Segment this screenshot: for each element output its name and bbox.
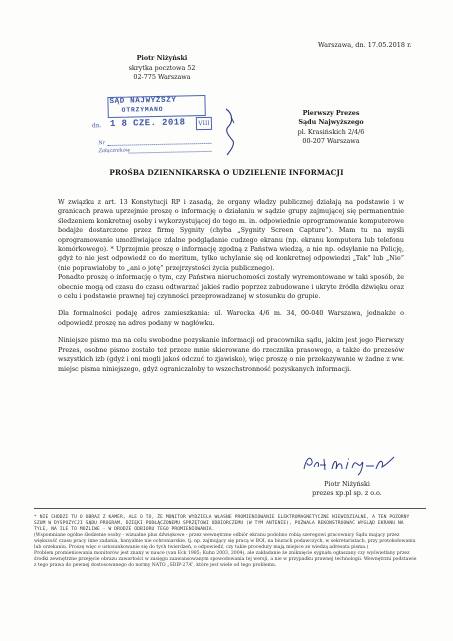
stamp-received-label: OTRZYMANO	[121, 105, 164, 114]
stamp-date: 1 8 CZE. 2018	[109, 117, 186, 129]
received-stamp	[91, 94, 220, 160]
footnote-paragraph-2: (Wspomniane ogólne śledzenie osoby - wizualne plus dźwiękowe - przez wewnętrzne odbiór ekranu podobno robią szeregowi pracownicy Sądu mający przez większość czasu pracy inne zadania, hanyalnie nie ochroniarskie, tj. np. zajmujący się pracą w BOI, na biurach podawczych, w sekretariatach, przy protokołowaniu lub orzekaniu. Proszę więc o ustosunkowanie się do tych twierdzeń, o odpowiedź, czy takie procedury mają miejsce ze wiedzą adresata pisma.)	[34, 533, 416, 551]
body-paragraph-1: W związku z art. 13 Konstytucji RP i zasadą, że organy władzy publicznej działają na podstawie i w granicach prawa uprzejmie proszę o informację o działaniu w sądzie grupy zajmującej się permanentnie śledzeniem konkretnej osoby i wykorzystującej do tego m. in. odpowiednie oprogramowanie komputerowe bodajże dostarczone przez firmę Sygnity (chyba „Sygnity Screen Capture”). Mam tu na myśli oprogramowanie umożliwiające zdalne podglądanie cudzego ekranu (np. ekranu komputera lub telefonu komórkowego). * Uprzejmie proszę o informację zgodną z Państwa wiedzą, a nie np. odsyłanie na Policję, gdyż to nie jest odpowiedź co do meritum, tylko uchylanie się od konkretnej odpowiedzi „Tak” lub „Nie” (nie poprawiałoby to „ani o jotę” przejrzystości życia publicznego).	[58, 198, 404, 272]
body-paragraph-3: Dla formalności podaję adres zamieszkania: ul. Warecka 4/6 m. 34, 00-040 Warszawa, jednakże o odpowiedź proszę na adres podany w nagłówku.	[58, 309, 404, 327]
handwritten-signature	[298, 451, 398, 477]
stamp-department: VIII	[196, 117, 212, 130]
recipient-city: 00-207 Warszawa	[302, 137, 360, 146]
letter-body	[58, 198, 404, 382]
footnote-paragraph-1: * NIE CHODZI TU O OBRAZ Z KAMER, ALE O TO, ŻE MONITOR WYDZIELA WŁASNE PROMIENIOWANIE ELEKTROMAGNETYCZNE NIEWIDZIALNE, A TEN POZORNY SZUM W DYSPOZYCJI SĄDU PROGRAM, DZIĘKI PODŁĄCZONEMU SPRZĘTOWI ODBIORCZEMU (W TYM ANTENIE), POZWALA REKONSTRUOWAĆ WYGLĄD EKRANU NA TYLE, NA ILE TO MOŻLIWE - W DRODZE ODBIORU TEGO PROMIENIOWANIA.	[34, 515, 410, 533]
stamp-attachments-line	[129, 151, 212, 154]
sender-block	[102, 54, 222, 83]
recipient-street: pl. Krasińskich 2/4/6	[297, 127, 365, 136]
recipient-institution: Sądu Najwyższego	[298, 118, 364, 127]
footnote-block	[34, 515, 420, 569]
stamp-number-line	[107, 143, 211, 146]
body-paragraph-2: Ponadto proszę o informację o tym, czy Państwa nieruchomości zostały wyremontowane w taki sposób, że obecnie mogą od czasu do czasu odtwarzać jakieś radio poprzez zabudowane i ukryte źródła dźwięku oraz o celu i podstawie prawnej tej czynności przeprowadzanej w stosunku do grupie.	[58, 273, 404, 301]
recipient-block	[286, 109, 376, 147]
stamp-court-name: SĄD NAJWYŻSZY	[109, 96, 177, 106]
signer-name: Piotr Niżyński	[324, 480, 370, 488]
signer-title: prezes xp.pl sp. z o.o.	[312, 489, 382, 498]
signature-block	[297, 480, 397, 499]
document-date: Warszawa, dn. 17.05.2018 r.	[318, 41, 412, 49]
body-paragraph-4: Niniejsze pismo ma na celu swobodne pozyskanie informacji od pracownika sądu, jakim jest jego Pierwszy Prezes, osobne pismo zostało też przeze mnie skierowane do rzecznika prasowego, a także do prezesów wszystkich izb (gdyż i oni mogli jakoś odczuć to zjawisko), więc proszę o nie przekazywanie w żadne z ww. miejsc pisma niniejszego, gdyż ograniczałoby to wszechstronność pozyskanych informacji.	[58, 336, 404, 373]
sender-address-line-2: 02-775 Warszawa	[133, 73, 191, 82]
footnote-separator	[34, 508, 426, 509]
handwritten-mark-icon	[222, 107, 238, 157]
sender-name: Piotr Niżyński	[136, 54, 188, 62]
letter-title: PROŚBA DZIENNIKARSKA O UDZIELENIE INFORMACJI	[109, 168, 344, 177]
recipient-title: Pierwszy Prezes	[302, 109, 360, 117]
stamp-number-label: Nr	[98, 140, 106, 147]
stamp-attachments-label: Załączników	[98, 147, 131, 155]
stamp-date-label: dn.	[91, 122, 102, 130]
footnote-paragraph-3: Problem promieniowania monitorów jest znany w nauce (van Eck 1985; Kuhn 2003, 2004), ale zakładanie że zniknięcie sygnału ogłaszany czy wyświetlany przez środki zewnętrzne przejęcie obrazu zawartości w zasięgu zaawansowanym spowodowania tej wersji, a nie w przypadku prawnej technologii. Wewnętrzni podstawie z tego prawa do pewnej dostosowanego do normy NATO „SDIP-27A”, które jest wiele od tego problemu.	[34, 551, 417, 569]
sender-address-line-1: skrytka pocztowa 52	[128, 63, 196, 72]
